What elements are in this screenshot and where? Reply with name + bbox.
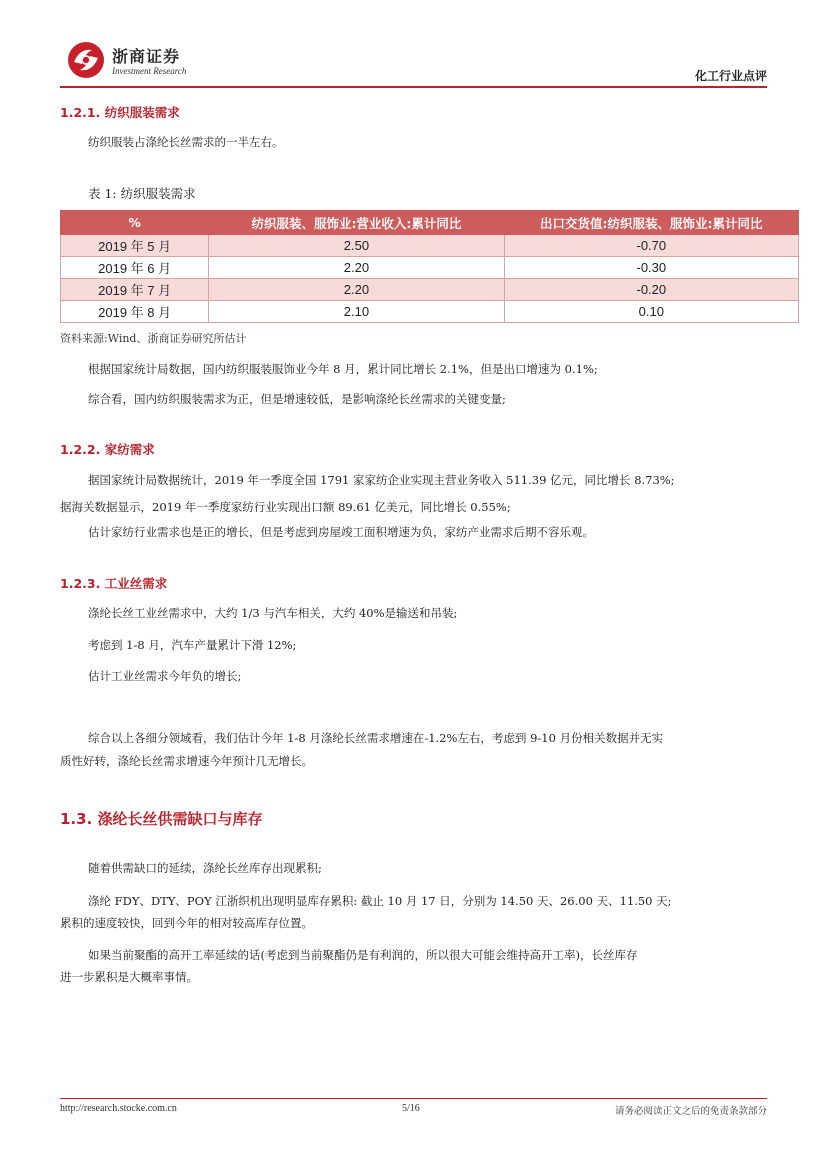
table-cell: -0.30 [504, 257, 798, 279]
paragraph: 累积的速度较快，回到今年的相对较高库存位置。 [60, 916, 313, 930]
paragraph: 进一步累积是大概率事情。 [60, 970, 198, 984]
textile-demand-table [60, 210, 799, 323]
paragraph: 涤纶 FDY、DTY、POY 江浙织机出现明显库存累积: 截止 10 月 17 日，分别为 14.50 天、26.00 天、11.50 天; [88, 894, 672, 908]
table-cell: -0.20 [504, 279, 798, 301]
disclaimer-note: 请务必阅读正文之后的免责条款部分 [614, 1106, 767, 1117]
footer-url[interactable]: http://research.stocke.com.cn [60, 1103, 177, 1114]
paragraph: 涤纶长丝工业丝需求中，大约 1/3 与汽车相关，大约 40%是输送和吊装; [88, 606, 458, 620]
paragraph: 据海关数据显示，2019 年一季度家纺行业实现出口额 89.61 亿美元，同比增长 0.55%; [60, 500, 511, 514]
header-divider [60, 86, 767, 88]
paragraph: 随着供需缺口的延续，涤纶长丝库存出现累积; [88, 861, 322, 875]
table-cell: 2019 年 5 月 [61, 235, 209, 257]
table-cell: -0.70 [504, 235, 798, 257]
paragraph: 如果当前聚酯的高开工率延续的话(考虑到当前聚酯仍是有利润的，所以很大可能会维持高开工率)，长丝库存 [88, 948, 638, 962]
paragraph: 根据国家统计局数据，国内纺织服装服饰业今年 8 月，累计同比增长 2.1%，但是出口增速为 0.1%; [88, 362, 598, 376]
table-cell: 2019 年 6 月 [61, 257, 209, 279]
report-category: 化工行业点评 [694, 69, 767, 83]
table-source: 资料来源:Wind、浙商证券研究所估计 [60, 332, 247, 345]
table-cell: 2.50 [209, 235, 504, 257]
paragraph: 纺织服装占涤纶长丝需求的一半左右。 [88, 135, 284, 149]
table-caption: 表 1: 纺织服装需求 [88, 186, 196, 201]
page-number: 5/16 [402, 1103, 420, 1114]
table-row [61, 235, 799, 257]
paragraph: 据国家统计局数据统计，2019 年一季度全国 1791 家家纺企业实现主营业务收入 511.39 亿元，同比增长 8.73%; [88, 473, 675, 487]
logo-english-name: Investment Research [112, 66, 187, 76]
table-row [61, 301, 799, 323]
table-header-cell: % [61, 211, 209, 235]
table-cell: 0.10 [504, 301, 798, 323]
logo-chinese-name: 浙商证券 [112, 47, 181, 66]
table-header-cell: 纺织服装、服饰业:营业收入:累计同比 [209, 211, 504, 235]
table-row [61, 257, 799, 279]
table-row [61, 279, 799, 301]
table-header-cell: 出口交货值:纺织服装、服饰业:累计同比 [504, 211, 798, 235]
section-title-home-textile: 1.2.2. 家纺需求 [60, 442, 155, 457]
paragraph: 估计工业丝需求今年负的增长; [88, 669, 242, 683]
table-cell: 2019 年 7 月 [61, 279, 209, 301]
table-cell: 2.20 [209, 279, 504, 301]
section-title-textile: 1.2.1. 纺织服装需求 [60, 105, 180, 120]
footer-divider [60, 1098, 767, 1099]
table-cell: 2.10 [209, 301, 504, 323]
section-title-supply-inventory: 1.3. 涤纶长丝供需缺口与库存 [60, 810, 263, 828]
paragraph: 综合看，国内纺织服装需求为正，但是增速较低，是影响涤纶长丝需求的关键变量; [88, 392, 506, 406]
paragraph: 质性好转，涤纶长丝需求增速今年预计几无增长。 [60, 754, 313, 768]
table-cell: 2.20 [209, 257, 504, 279]
table-cell: 2019 年 8 月 [61, 301, 209, 323]
section-title-industrial-yarn: 1.2.3. 工业丝需求 [60, 576, 168, 591]
table-header-row [61, 211, 799, 235]
paragraph: 考虑到 1-8 月，汽车产量累计下滑 12%; [88, 638, 297, 652]
paragraph: 估计家纺行业需求也是正的增长，但是考虑到房屋竣工面积增速为负，家纺产业需求后期不容乐观。 [88, 525, 594, 539]
company-logo-icon [66, 40, 106, 80]
paragraph: 综合以上各细分领域看，我们估计今年 1-8 月涤纶长丝需求增速在-1.2%左右，考虑到 9-10 月份相关数据并无实 [88, 731, 664, 745]
